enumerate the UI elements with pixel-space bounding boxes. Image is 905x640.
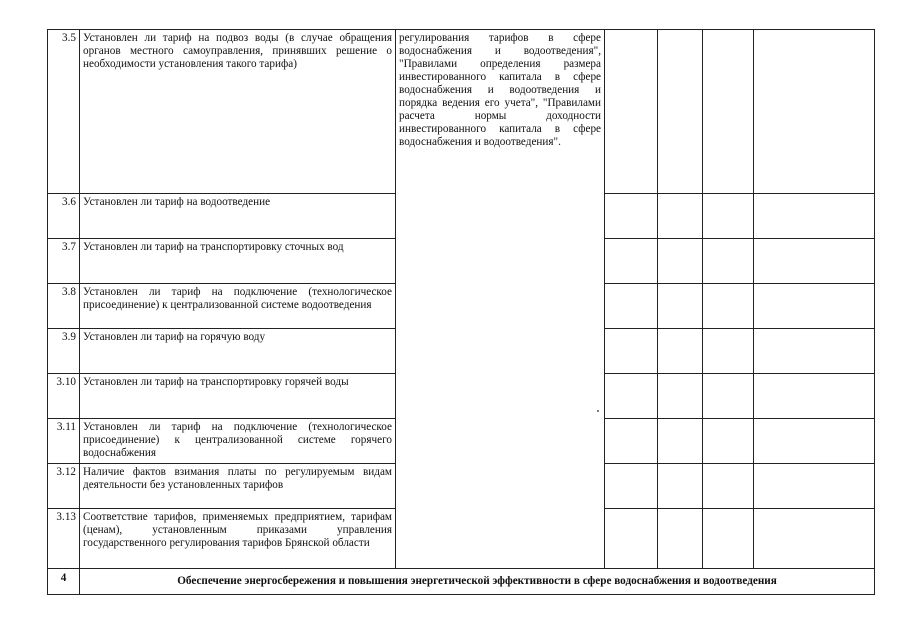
legal-basis-cell: регулирования тарифов в сфере водоснабжения и водоотведения", "Правилами определения размера инвестированного капитала в сфере водоснабжения и водоотведения и порядка ведения его учета", "Правилами расчета нормы доходности инвестированного капитала в сфере водоснабжения и водоотведения". [396, 30, 605, 569]
answer-na-cell [703, 419, 754, 464]
note-cell [754, 239, 875, 284]
answer-no-cell [658, 419, 703, 464]
answer-no-cell [658, 239, 703, 284]
row-number: 3.7 [48, 239, 80, 284]
row-question: Установлен ли тариф на горячую воду [80, 329, 396, 374]
note-cell [754, 419, 875, 464]
row-number: 3.13 [48, 509, 80, 569]
answer-no-cell [658, 194, 703, 239]
section-number: 4 [48, 569, 80, 595]
answer-yes-cell [605, 239, 658, 284]
answer-yes-cell [605, 464, 658, 509]
note-cell [754, 194, 875, 239]
answer-na-cell [703, 194, 754, 239]
table-row [48, 30, 875, 194]
answer-yes-cell [605, 30, 658, 194]
answer-na-cell [703, 284, 754, 329]
answer-na-cell [703, 239, 754, 284]
answer-no-cell [658, 509, 703, 569]
note-cell [754, 374, 875, 419]
row-question: Установлен ли тариф на подключение (технологическое присоединение) к централизованной системе водоотведения [80, 284, 396, 329]
answer-na-cell [703, 329, 754, 374]
answer-yes-cell [605, 419, 658, 464]
row-number: 3.11 [48, 419, 80, 464]
row-number: 3.5 [48, 30, 80, 194]
answer-yes-cell [605, 284, 658, 329]
answer-na-cell [703, 464, 754, 509]
note-cell [754, 329, 875, 374]
row-question: Установлен ли тариф на подключение (технологическое присоединение) к централизованной системе горячего водоснабжения [80, 419, 396, 464]
answer-yes-cell [605, 374, 658, 419]
row-number: 3.8 [48, 284, 80, 329]
answer-yes-cell [605, 194, 658, 239]
row-number: 3.6 [48, 194, 80, 239]
answer-no-cell [658, 30, 703, 194]
row-number: 3.10 [48, 374, 80, 419]
note-cell [754, 464, 875, 509]
row-question: Установлен ли тариф на подвоз воды (в случае обращения органов местного самоуправления, принявших решение о необходимости установления такого тарифа) [80, 30, 396, 194]
row-question: Установлен ли тариф на транспортировку сточных вод [80, 239, 396, 284]
scan-speck [597, 410, 599, 412]
section-header-row [48, 569, 875, 595]
row-number: 3.12 [48, 464, 80, 509]
row-number: 3.9 [48, 329, 80, 374]
answer-na-cell [703, 374, 754, 419]
note-cell [754, 30, 875, 194]
answer-no-cell [658, 329, 703, 374]
answer-yes-cell [605, 509, 658, 569]
checklist-table [47, 29, 875, 595]
answer-no-cell [658, 374, 703, 419]
row-question: Установлен ли тариф на транспортировку горячей воды [80, 374, 396, 419]
answer-no-cell [658, 464, 703, 509]
row-question: Установлен ли тариф на водоотведение [80, 194, 396, 239]
section-title: Обеспечение энергосбережения и повышения энергетической эффективности в сфере водоснабжения и водоотведения [80, 569, 875, 595]
row-question: Наличие фактов взимания платы по регулируемым видам деятельности без установленных тарифов [80, 464, 396, 509]
row-question: Соответствие тарифов, применяемых предприятием, тарифам (ценам), установленным приказами управления государственного регулирования тарифов Брянской области [80, 509, 396, 569]
answer-na-cell [703, 30, 754, 194]
answer-na-cell [703, 509, 754, 569]
note-cell [754, 284, 875, 329]
answer-no-cell [658, 284, 703, 329]
answer-yes-cell [605, 329, 658, 374]
note-cell [754, 509, 875, 569]
